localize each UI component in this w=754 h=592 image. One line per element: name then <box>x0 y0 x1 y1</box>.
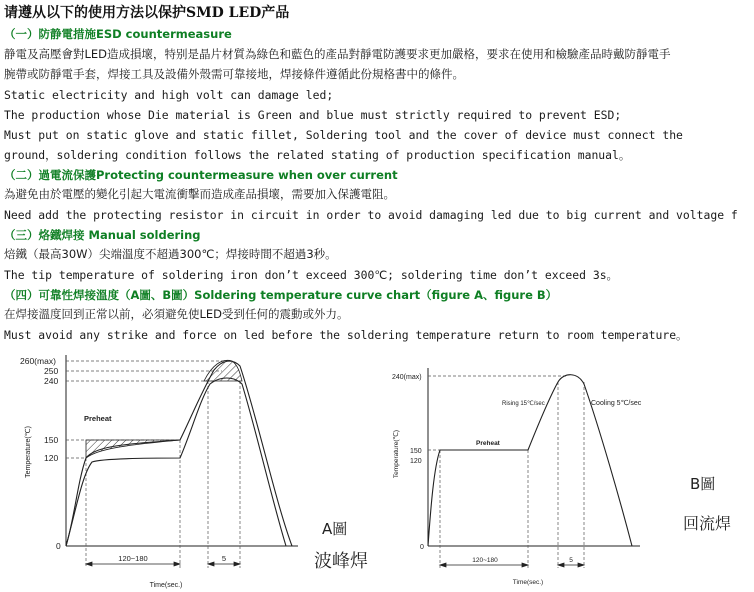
esd-line-4: The production whose Die material is Green and blue must strictly required to prevent ESD; <box>4 108 622 122</box>
figure-b-tick-240: 240(max) <box>392 374 422 381</box>
figure-b-tick-120: 120 <box>410 458 422 465</box>
figure-a-tick-150: 150 <box>44 435 59 445</box>
esd-line-6: ground，soldering condition follows the related stating of production specification manual。 <box>4 148 631 162</box>
esd-line-3: Static electricity and high volt can damage led; <box>4 88 334 102</box>
page-title: 请遵从以下的使用方法以保护SMD LED产品 <box>4 5 290 21</box>
figure-a-curve-outer <box>66 361 292 546</box>
figure-b-ylabel: Temperature(℃) <box>393 429 400 479</box>
figure-b-tick-0: 0 <box>420 544 424 551</box>
esd-line-5: Must put on static glove and static fillet, Soldering tool and the cover of device must connect the <box>4 128 683 142</box>
section-heading-manual-soldering: （三）烙鐵焊接 Manual soldering <box>4 228 201 242</box>
figure-a-tick-260: 260(max) <box>20 356 56 366</box>
esd-line-2: 腕帶或防靜電手套，焊接工具及設備外殼需可靠接地，焊接條件遵循此份規格書中的條件。 <box>4 67 464 81</box>
figure-a-interval-2: 5 <box>221 554 227 563</box>
section-heading-esd: （一）防静電措施ESD countermeasure <box>4 27 232 41</box>
figure-a-tick-120: 120 <box>44 453 59 463</box>
figure-a-caption-cn: 波峰焊 <box>314 551 368 572</box>
manual-soldering-line-2: The tip temperature of soldering iron don’t exceed 300℃; soldering time don’t exceed 3s。 <box>4 268 618 282</box>
figure-a-tick-250: 250 <box>44 366 59 376</box>
figure-b-xlabel: Time(sec.) <box>512 579 544 586</box>
figure-a-tick-0: 0 <box>56 541 61 551</box>
figure-b-tick-150: 150 <box>410 448 422 455</box>
figure-b-preheat-label: Preheat <box>476 440 500 447</box>
figure-b-caption: B圖 <box>690 475 716 493</box>
figure-b-interval-1: 120~180 <box>472 557 498 564</box>
overcurrent-line-1: 為避免由於電壓的變化引起大電流衝擊而造成產品損壞，需要加入保護電阻。 <box>4 187 395 201</box>
esd-line-1: 静電及高壓會對LED造成損壞，特别是晶片材質為綠色和藍色的產品對靜電防護要求更加嚴格，要求在使用和檢驗產品時戴防靜電手 <box>4 47 671 61</box>
figure-a-tick-240: 240 <box>44 376 59 386</box>
figure-b-cooling-label: Cooling 5℃/sec <box>591 400 642 407</box>
figure-b-chart <box>384 360 684 592</box>
figure-b-interval-2: 5 <box>569 557 573 564</box>
soldering-curve-line-1: 在焊接溫度回到正常以前，必須避免使LED受到任何的震動或外力。 <box>4 307 349 321</box>
figure-a-ylabel: Temperature(℃) <box>25 426 32 478</box>
figure-b-caption-cn: 回流焊 <box>683 514 732 533</box>
soldering-curve-line-2: Must avoid any strike and force on led before the soldering temperature return to room temperature。 <box>4 328 688 342</box>
figure-b-rising-label: Rising 15℃/sec <box>502 401 545 407</box>
figure-a-curve-inner <box>66 378 286 546</box>
figure-a-caption: A圖 <box>322 520 348 538</box>
figure-a-interval-1: 120~180 <box>118 554 148 563</box>
manual-soldering-line-1: 焙鐵（最高30W）尖端溫度不超過300℃；焊接時間不超過3秒。 <box>4 247 337 261</box>
figure-a-xlabel: Time(sec.) <box>149 582 183 589</box>
overcurrent-line-2: Need add the protecting resistor in circuit in order to avoid damaging led due to big current and voltage f <box>4 208 738 222</box>
section-heading-overcurrent: （二）過電流保護Protecting countermeasure when over current <box>4 168 398 182</box>
section-heading-soldering-curve: （四）可靠性焊接溫度（A圖、B圖）Soldering temperature curve chart（figure A、figure B） <box>4 288 558 302</box>
figure-a-preheat-label: Preheat <box>84 414 112 423</box>
